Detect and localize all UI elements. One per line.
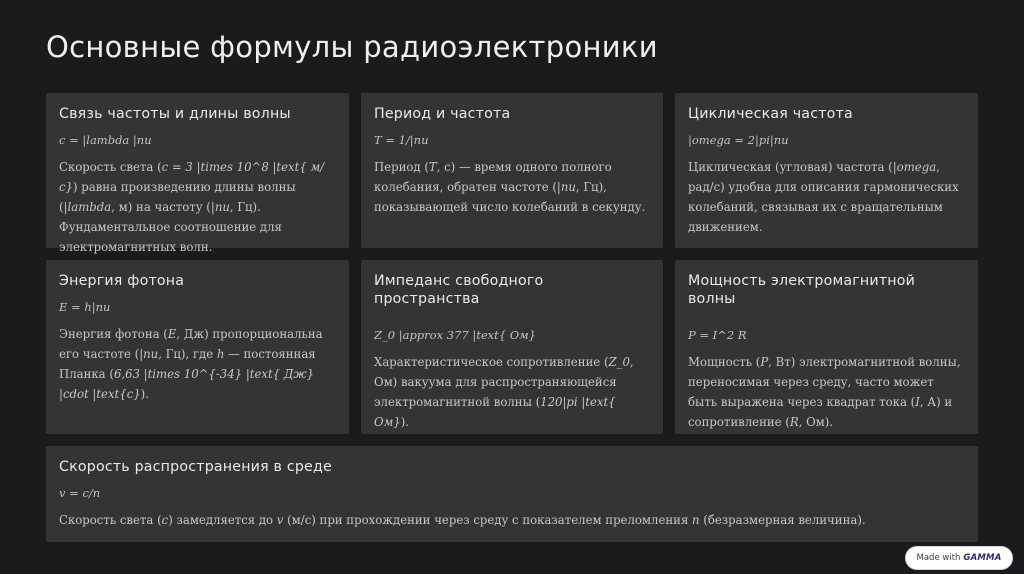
card-description — [688, 157, 966, 237]
text-segment: — постоянная Планка ( — [59, 347, 316, 381]
inline-math: v — [276, 513, 284, 527]
text-segment: , Гц). Фундаментальное соотношение для электромагнитных волн. — [59, 200, 282, 254]
inline-math: Z_0 — [608, 355, 630, 369]
card-title: Скорость распространения в среде — [59, 459, 332, 475]
card-free-space-impedance — [361, 260, 663, 434]
card-formula: v = c/n — [59, 486, 101, 500]
card-title: Период и частота — [374, 106, 511, 122]
text-segment: Циклическая (угловая) частота ( — [688, 160, 893, 174]
card-formula: |omega = 2|pi|nu — [688, 133, 789, 147]
card-cyclic-frequency — [675, 93, 978, 248]
inline-math: h — [216, 347, 225, 361]
text-segment: Мощность ( — [688, 355, 761, 369]
card-formula: P = I^2 R — [688, 328, 747, 342]
text-segment: , рад/с) удобна для описания гармонических колебаний, связывая их с вращательным движением. — [688, 160, 959, 234]
inline-math: |nu — [210, 200, 230, 214]
inline-math: n — [692, 513, 700, 527]
text-segment: Энергия фотона ( — [59, 327, 168, 341]
text-segment: Период ( — [374, 160, 429, 174]
inline-math: |nu — [139, 347, 159, 361]
text-segment: Характеристическое сопротивление ( — [374, 355, 609, 369]
card-title: Мощность электромагнитной волны — [688, 273, 916, 307]
card-em-wave-power — [675, 260, 978, 434]
inline-math: 120|pi |text{ Ом} — [374, 395, 616, 429]
badge-prefix: Made with — [916, 553, 961, 563]
card-title: Энергия фотона — [59, 273, 185, 289]
inline-math: 6,63 |times 10^{-34} |text{ Дж} |cdot |text{с} — [59, 367, 315, 401]
page-title: Основные формулы радиоэлектроники — [46, 30, 658, 64]
card-formula: Z_0 |approx 377 |text{ Ом} — [374, 328, 536, 342]
card-title: Циклическая частота — [688, 106, 853, 122]
inline-math: I — [915, 395, 920, 409]
card-title: Связь частоты и длины волны — [59, 106, 291, 122]
text-segment: , Ом). — [798, 415, 834, 429]
card-propagation-speed — [46, 446, 978, 542]
inline-math: |nu — [556, 180, 576, 194]
card-description — [59, 510, 966, 530]
card-description — [59, 324, 337, 404]
card-formula: T = 1/|nu — [374, 133, 429, 147]
inline-math: T — [428, 160, 437, 174]
card-description — [59, 157, 337, 257]
text-segment: , Дж) пропорциональна его частоте ( — [59, 327, 323, 361]
inline-math: |omega — [892, 160, 937, 174]
text-segment: ). — [140, 387, 149, 401]
text-segment: , Гц), где — [158, 347, 217, 361]
card-description — [688, 352, 966, 432]
text-segment: , Ом) вакуума для распространяющейся электромагнитной волны ( — [374, 355, 634, 409]
text-segment: Скорость света ( — [59, 160, 162, 174]
inline-math: P — [760, 355, 769, 369]
text-segment: , А) и сопротивление ( — [688, 395, 953, 429]
inline-math: c — [161, 513, 169, 527]
made-with-gamma-badge[interactable] — [906, 547, 1012, 569]
text-segment: ) равна произведению длины волны ( — [59, 180, 296, 214]
text-segment: (безразмерная величина). — [699, 513, 866, 527]
card-title: Импеданс свободного пространства — [374, 273, 544, 307]
card-period-frequency — [361, 93, 663, 248]
text-segment: , м) на частоту ( — [111, 200, 211, 214]
text-segment: ). — [400, 415, 409, 429]
card-photon-energy — [46, 260, 349, 434]
card-description — [374, 157, 651, 217]
inline-math: |lambda — [63, 200, 112, 214]
text-segment: , с) — время одного полного колебания, обратен частоте ( — [374, 160, 612, 194]
text-segment: (м/с) при прохождении через среду с показателем преломления — [283, 513, 693, 527]
card-formula: c = |lambda |nu — [59, 133, 152, 147]
text-segment: ) замедляется до — [168, 513, 277, 527]
card-description — [374, 352, 651, 432]
card-wavelength-frequency — [46, 93, 349, 254]
text-segment: , Вт) электромагнитной волны, переносимая через среду, часто может быть выражена через квадрат тока ( — [688, 355, 961, 409]
inline-math: R — [789, 415, 799, 429]
card-formula: E = h|nu — [59, 300, 111, 314]
text-segment: Скорость света ( — [59, 513, 162, 527]
gamma-logo-text: GAMMA — [963, 553, 1002, 563]
inline-math: c = 3 |times 10^8 |text{ м/с} — [59, 160, 325, 194]
inline-math: E — [167, 327, 177, 341]
text-segment: , Гц), показывающей число колебаний в секунду. — [374, 180, 646, 214]
